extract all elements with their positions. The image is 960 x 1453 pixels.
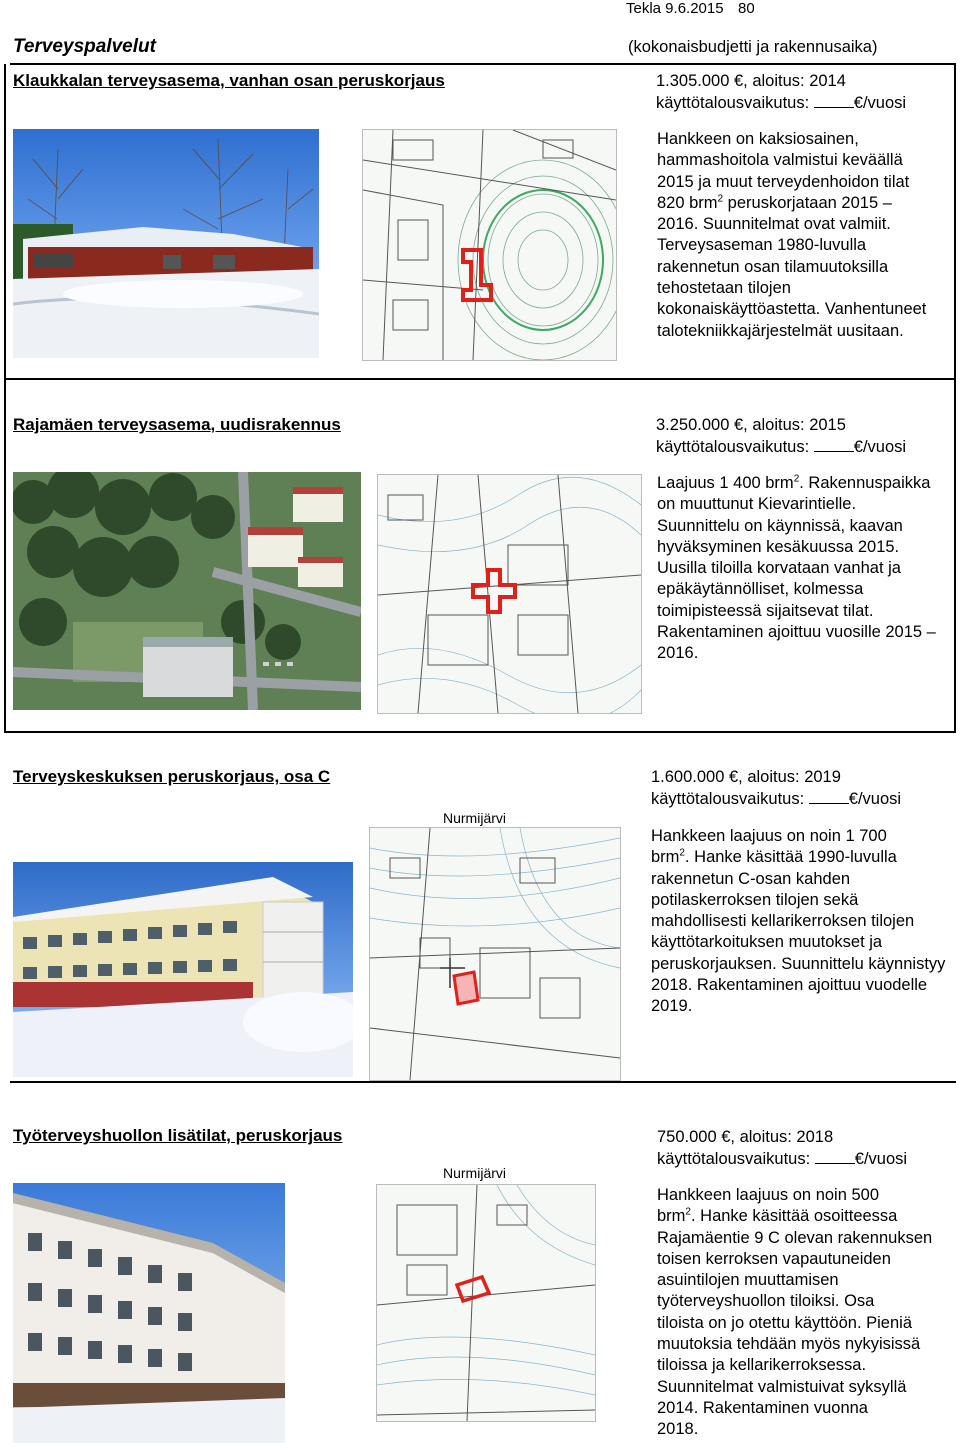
section-1-border-right (954, 64, 956, 380)
section-2-description: Laajuus 1 400 brm$^2$. Rakennuspaikka on muuttunut Kievarintielle. Suunnittelu on käynnissä, kaavan hyväksyminen kesäkuussa 2015. Uusilla tiloilla korvataan vanhat ja epäkäytännölliset, kolmessa toimipisteessä sijaitsevat tilat. Rakentaminen ajoittuu vuosille 2015 – 2016. (657, 473, 936, 663)
section-2-meta (656, 414, 906, 458)
blank-field (814, 439, 854, 452)
section-1-divider (4, 378, 956, 380)
section-1-description: Hankkeen on kaksiosainen, hammashoitola valmistui keväällä 2015 ja muut terveydenhoidon tilat 820 brm$^2$ peruskorjataan 2015 – 2016. Suunnitelmat ovat valmiit. Terveysaseman 1980-luvulla rakennetun osan tilamuutoksilla tehostetaan tilojen kokonaiskäyttöastetta. Vanhentuneet talotekniikkajärjestelmät uusitaan. (657, 130, 927, 340)
section-2-photo (13, 472, 361, 710)
section-4-description: Hankkeen laajuus on noin 500 brm$^2$. Hanke käsittää osoitteessa Rajamäentie 9 C olevan rakennuksen toisen kerroksen vapautuneiden asuintilojen muuttamisen työterveyshuollon tiloiksi. Osa tiloista on jo otettu käyttöön. Pieniä muutoksia tehdään myös nykyisissä tiloissa ja kellarikerroksessa. Suunnitelmat valmistuivat syksyllä 2014. Rakentaminen vuonna 2018. (657, 1186, 933, 1439)
blank-field (815, 1151, 855, 1164)
section-2-divider (4, 731, 956, 733)
section-3-photo (13, 862, 353, 1077)
section-2-map (377, 474, 642, 714)
section-2-border-right (954, 378, 956, 733)
page-title: Terveyspalvelut (13, 36, 156, 57)
header-divider (10, 63, 956, 65)
page-number: 80 (738, 0, 755, 17)
section-2-effect: käyttötalousvaikutus: €/vuosi (656, 438, 907, 456)
section-3-budget: 1.600.000 €, aloitus: 2019 (651, 768, 841, 786)
section-3-title: Terveyskeskuksen peruskorjaus, osa C (13, 767, 331, 786)
section-3-meta (651, 766, 901, 810)
section-4-budget: 750.000 €, aloitus: 2018 (657, 1128, 834, 1146)
section-2-border-left (4, 378, 6, 733)
section-3-map-caption: Nurmijärvi (443, 810, 506, 826)
page-subtitle: (kokonaisbudjetti ja rakennusaika) (628, 38, 878, 56)
section-2-title: Rajamäen terveysasema, uudisrakennus (13, 415, 341, 434)
section-4-effect: käyttötalousvaikutus: €/vuosi (657, 1150, 908, 1168)
section-4-meta (657, 1126, 907, 1170)
section-1-border-left (4, 64, 6, 380)
section-1-budget: 1.305.000 €, aloitus: 2014 (656, 72, 846, 90)
section-3-effect: käyttötalousvaikutus: €/vuosi (651, 790, 902, 808)
section-1-title: Klaukkalan terveysasema, vanhan osan peruskorjaus (13, 71, 445, 90)
section-2-budget: 3.250.000 €, aloitus: 2015 (656, 416, 846, 434)
section-3-divider (10, 1081, 956, 1083)
meeting-date: Tekla 9.6.2015 (626, 0, 724, 17)
section-3-description: Hankkeen laajuus on noin 1 700 brm$^2$. Hanke käsittää 1990-luvulla rakennetun C-osan kahden potilaskerroksen tilojen sekä mahdollisesti kellarikerroksen tilojen käyttötarkoituksen muutokset ja peruskorjauksen. Suunnittelu käynnistyy 2018. Rakentaminen ajoittuu vuodelle 2019. (651, 827, 946, 1016)
section-4-map (376, 1184, 596, 1422)
section-4-map-caption: Nurmijärvi (443, 1165, 506, 1181)
section-1-photo (13, 129, 319, 358)
section-4-title: Työterveyshuollon lisätilat, peruskorjaus (13, 1126, 343, 1145)
blank-field (809, 791, 849, 804)
section-3-map (369, 827, 621, 1081)
section-4-photo (13, 1183, 285, 1443)
section-1-map (362, 129, 617, 361)
blank-field (814, 95, 854, 108)
section-1-effect: käyttötalousvaikutus: €/vuosi (656, 94, 907, 112)
section-1-meta (656, 70, 906, 114)
